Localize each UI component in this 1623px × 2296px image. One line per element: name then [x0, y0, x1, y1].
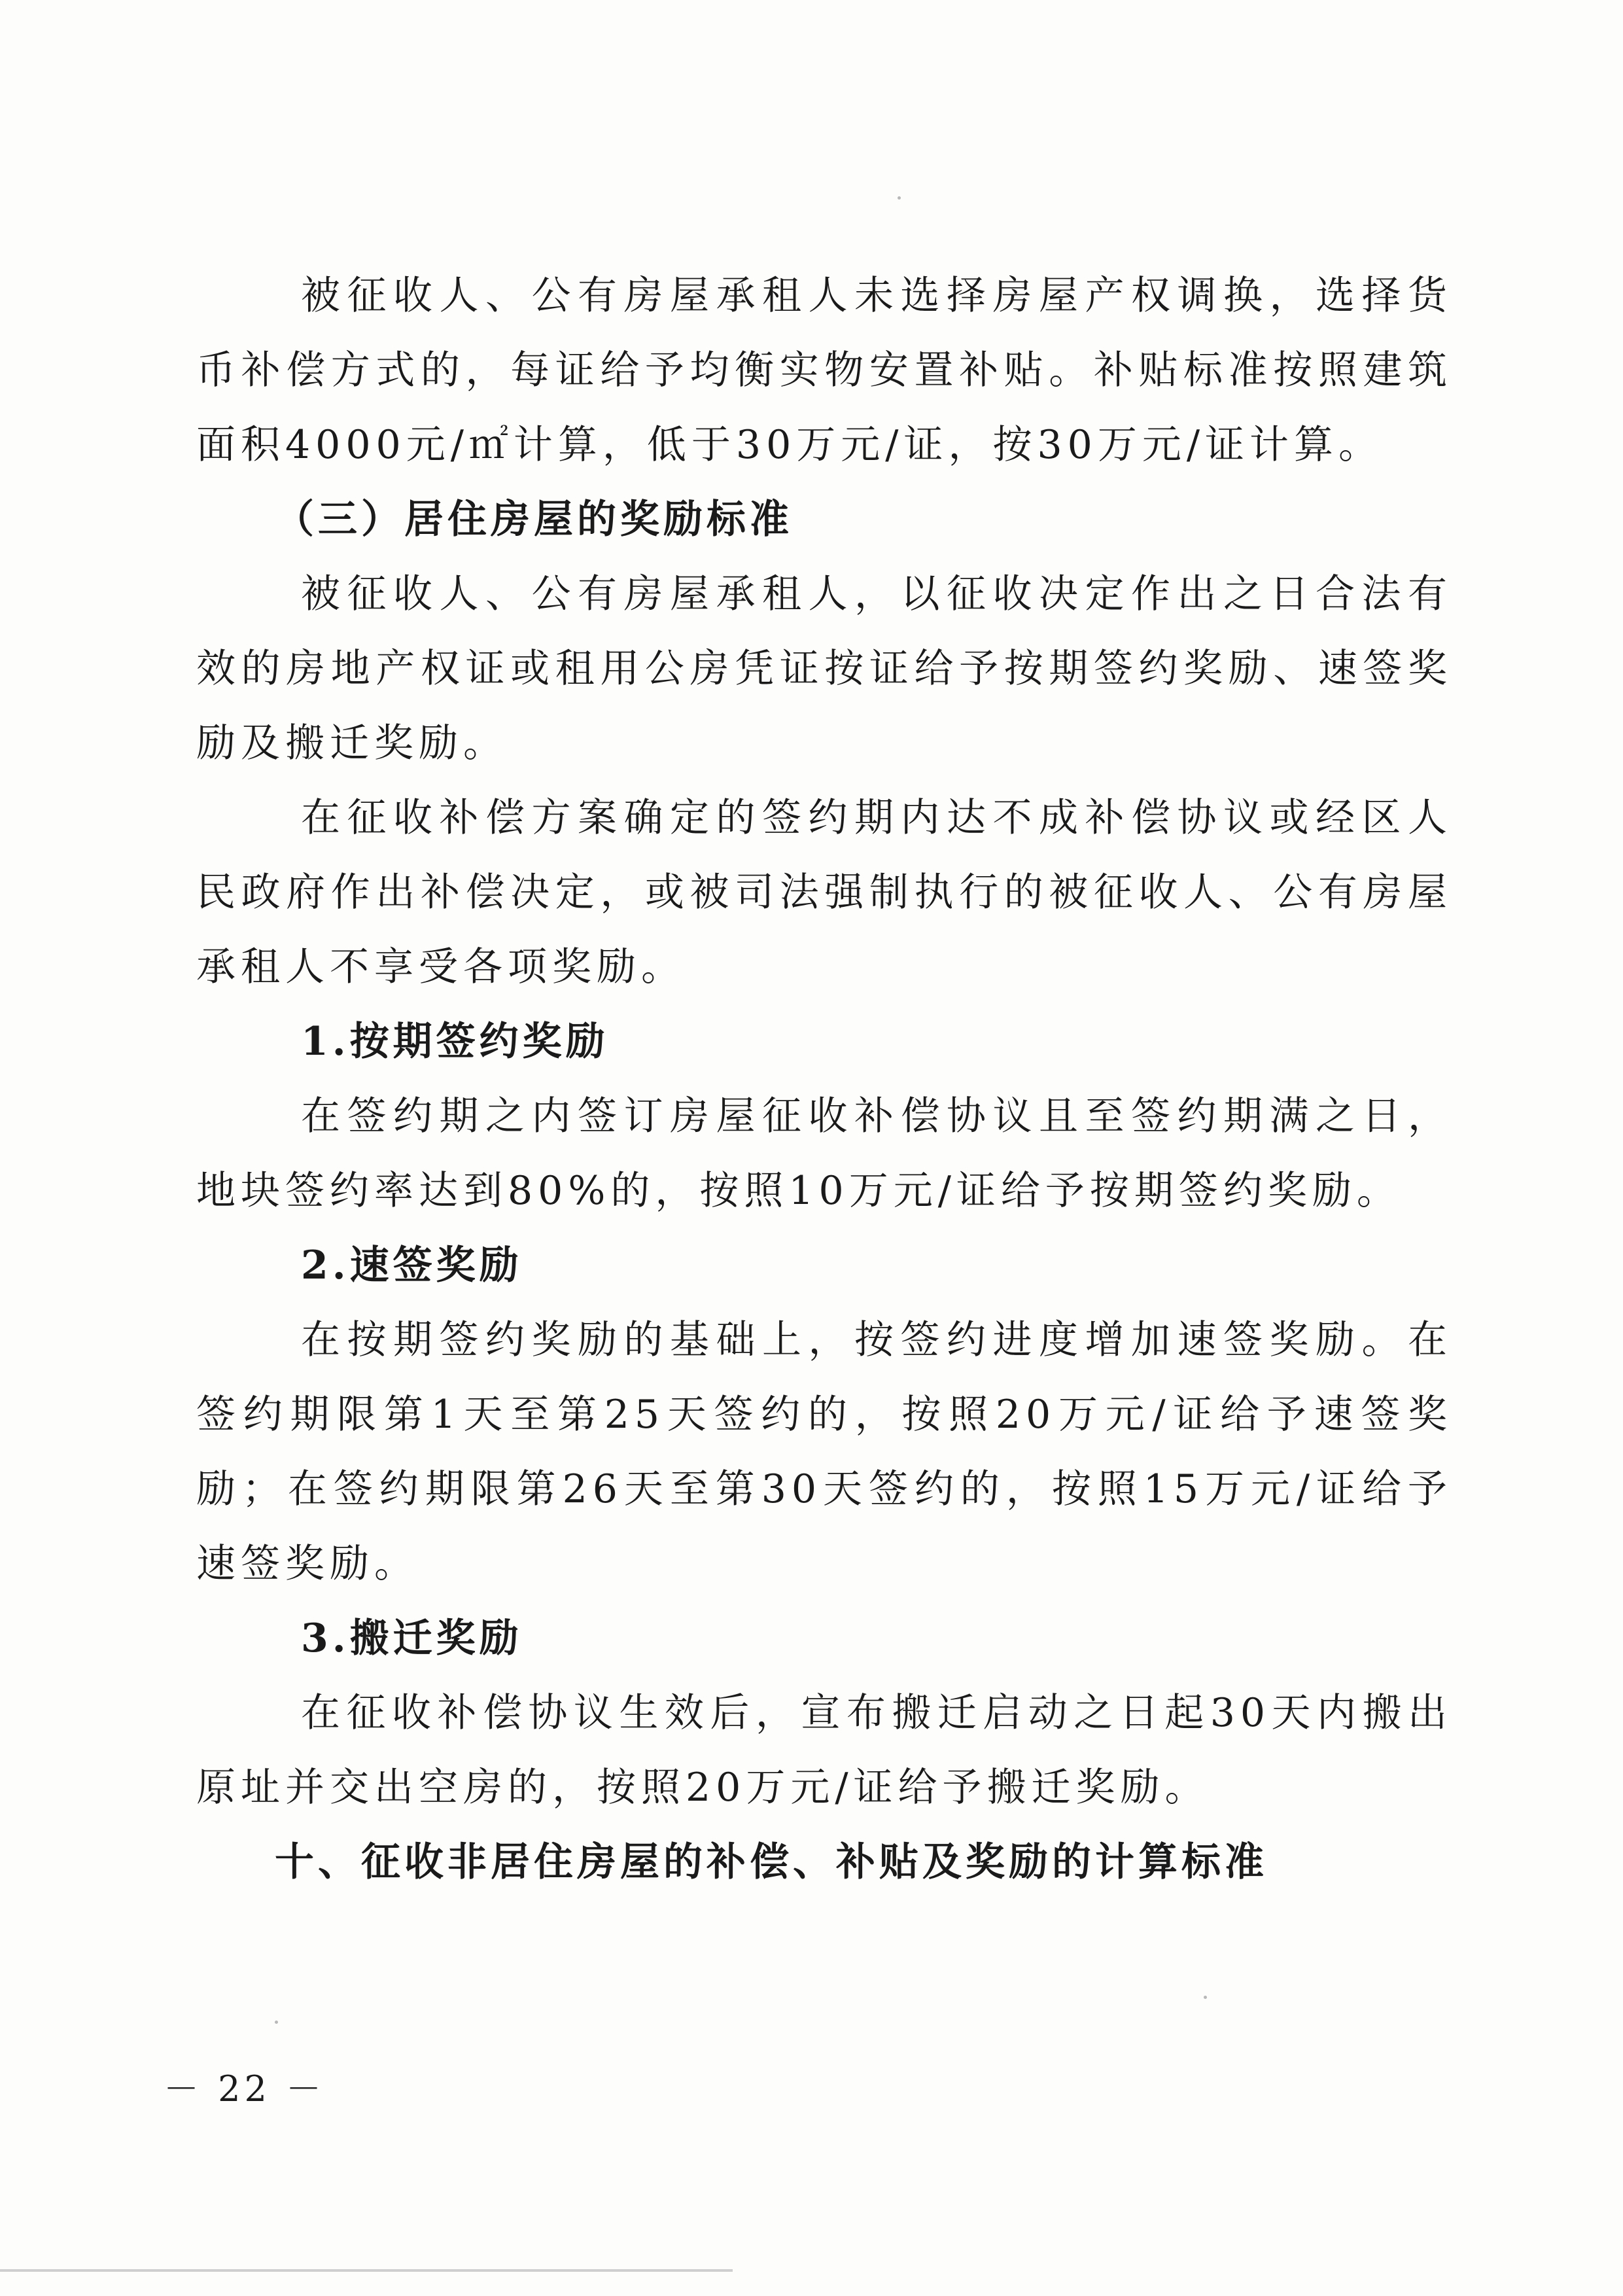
heading-relocation-reward: 3.搬迁奖励 — [301, 1616, 523, 1661]
page-number: － 22 － — [164, 2068, 326, 2110]
heading-quick-signing-reward: 2.速签奖励 — [301, 1243, 523, 1288]
paragraph-reward-basis: 被征收人、公有房屋承租人，以征收决定作出之日合法有效的房地产权证或租用公房凭证按证给予按期签约奖励、速签奖励及搬迁奖励。 — [196, 571, 1452, 766]
scan-edge-line — [0, 2269, 733, 2272]
heading-non-residential-standards: 十、征收非居住房屋的补偿、补贴及奖励的计算标准 — [275, 1839, 1268, 1885]
paragraph-reward-exclusion: 在征收补偿方案确定的签约期内达不成补偿协议或经区人民政府作出补偿决定，或被司法强制执行的被征收人、公有房屋承租人不享受各项奖励。 — [196, 795, 1452, 990]
paragraph-relocation-reward: 在征收补偿协议生效后，宣布搬迁启动之日起30天内搬出原址并交出空房的，按照20万元/证给予搬迁奖励。 — [196, 1690, 1452, 1810]
heading-residential-rewards: （三）居住房屋的奖励标准 — [275, 497, 793, 542]
heading-ontime-signing-reward: 1.按期签约奖励 — [301, 1019, 609, 1065]
paragraph-quick-signing-reward: 在按期签约奖励的基础上，按签约进度增加速签奖励。在签约期限第1天至第25天签约的，按照20万元/证给予速签奖励；在签约期限第26天至第30天签约的，按照15万元/证给予速签奖励。 — [196, 1317, 1452, 1587]
scan-speck — [1204, 1996, 1207, 1999]
scan-speck — [275, 2021, 278, 2024]
paragraph-ontime-signing-reward: 在签约期之内签订房屋征收补偿协议且至签约期满之日，地块签约率达到80%的，按照10万元/证给予按期签约奖励。 — [196, 1093, 1452, 1214]
paragraph-subsidy: 被征收人、公有房屋承租人未选择房屋产权调换，选择货币补偿方式的，每证给予均衡实物安置补贴。补贴标准按照建筑面积4000元/㎡计算，低于30万元/证，按30万元/证计算。 — [196, 273, 1452, 468]
scan-speck — [898, 196, 901, 200]
document-body — [196, 258, 1452, 1899]
